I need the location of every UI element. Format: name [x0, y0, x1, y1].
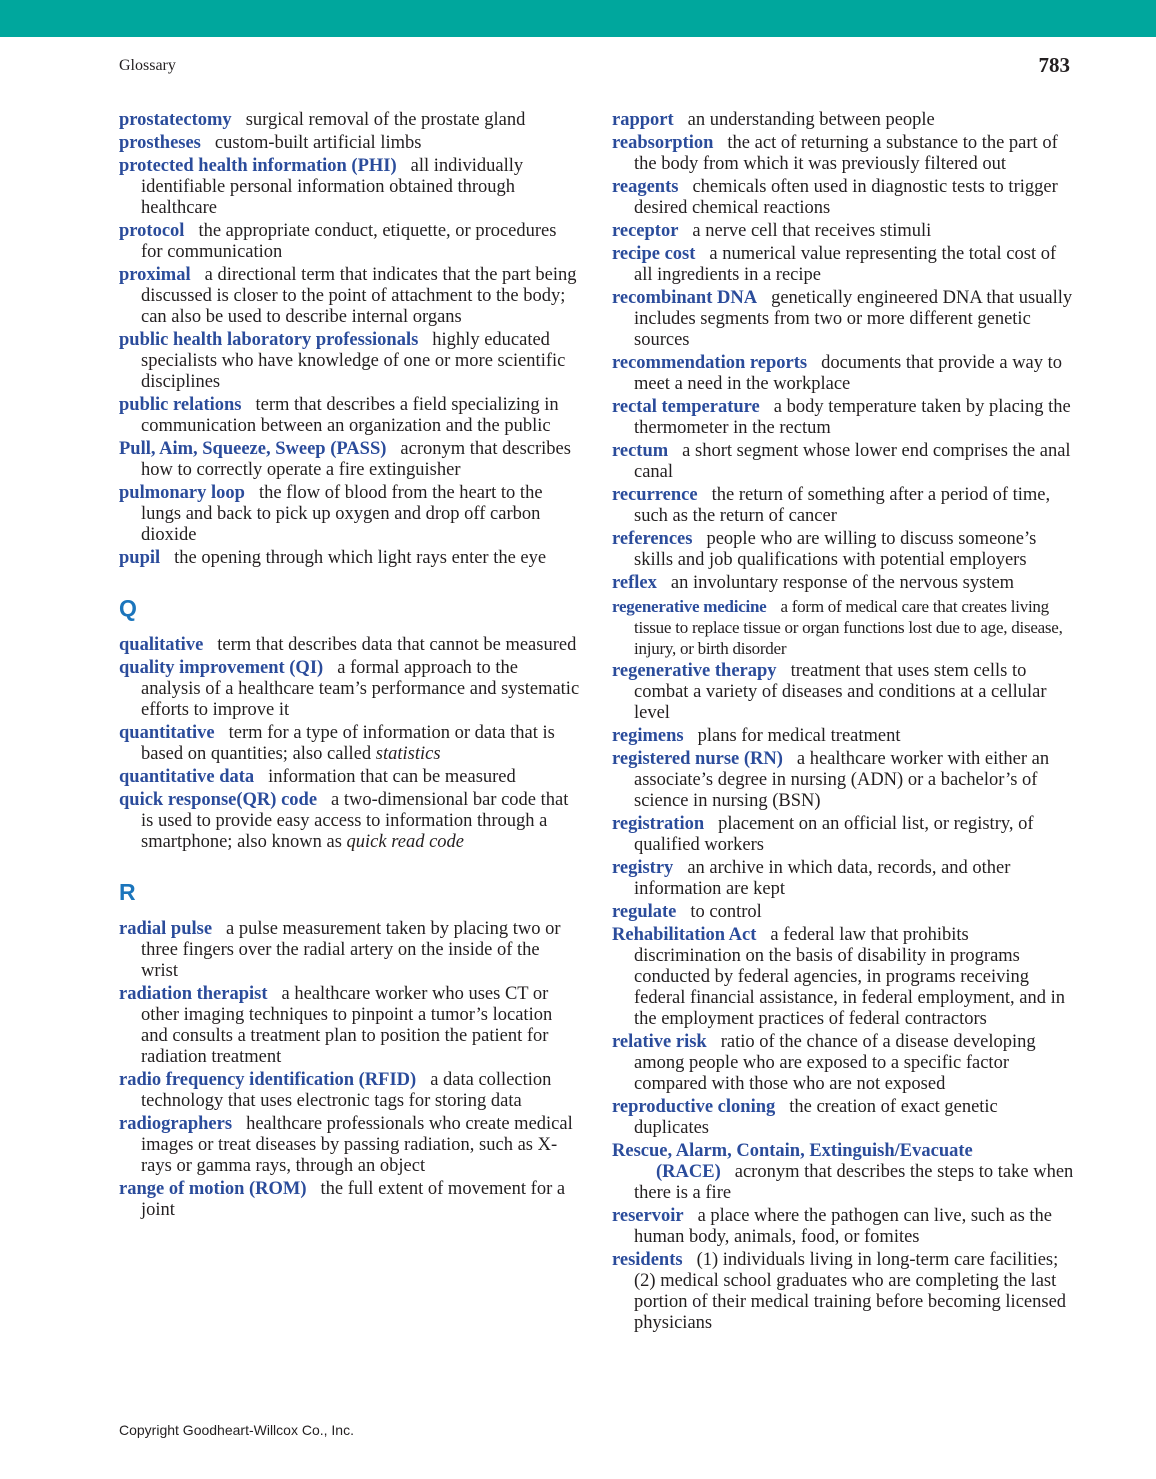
glossary-term: reagents — [612, 177, 679, 197]
glossary-term: radiation therapist — [119, 984, 268, 1004]
section-heading-q: Q — [119, 595, 137, 621]
glossary-entry — [612, 925, 1074, 1030]
glossary-definition: to control — [690, 902, 762, 922]
glossary-entry — [612, 133, 1074, 175]
glossary-term: reservoir — [612, 1206, 684, 1226]
glossary-entry — [119, 330, 581, 393]
glossary-term: registration — [612, 814, 705, 834]
glossary-definition: all individually identifiable personal information obtained through healthcare — [141, 156, 524, 218]
glossary-definition: an understanding between people — [687, 110, 935, 130]
glossary-entry — [119, 156, 581, 219]
glossary-definition: a formal approach to the analysis of a healthcare team’s performance and systematic efforts to improve it — [141, 658, 580, 720]
glossary-definition: the flow of blood from the heart to the lungs and back to pick up oxygen and drop off carbon dioxide — [141, 483, 543, 545]
glossary-entry — [119, 133, 581, 154]
glossary-term: residents — [612, 1250, 683, 1270]
glossary-definition: a numerical value representing the total cost of all ingredients in a recipe — [634, 244, 1057, 285]
glossary-term: rectum — [612, 441, 669, 461]
section-heading-r: R — [119, 879, 136, 905]
glossary-term: recipe cost — [612, 244, 696, 264]
glossary-term: prostatectomy — [119, 110, 232, 130]
glossary-definition: the appropriate conduct, etiquette, or procedures for communication — [141, 221, 557, 262]
glossary-term: regimens — [612, 726, 684, 746]
glossary-entry — [119, 439, 581, 481]
glossary-entry — [612, 573, 1074, 594]
glossary-term: rectal temperature — [612, 397, 760, 417]
glossary-entry — [119, 723, 581, 765]
glossary-definition: term that describes data that cannot be measured — [217, 635, 577, 655]
glossary-entry — [612, 221, 1074, 242]
glossary-entry — [119, 984, 581, 1068]
glossary-term: Rescue, Alarm, Contain, Extinguish/Evacuate — [612, 1141, 973, 1161]
glossary-term: public health laboratory professionals — [119, 330, 419, 350]
glossary-entry — [612, 1097, 1074, 1139]
glossary-definition: a short segment whose lower end comprises the anal canal — [634, 441, 1071, 482]
glossary-term: range of motion (ROM) — [119, 1179, 307, 1199]
glossary-definition: the opening through which light rays enter the eye — [174, 548, 547, 568]
glossary-term: recommendation reports — [612, 353, 808, 373]
glossary-definition: treatment that uses stem cells to combat a variety of diseases and conditions at a cellular level — [634, 661, 1047, 723]
glossary-definition: a data collection technology that uses electronic tags for storing data — [141, 1070, 552, 1111]
glossary-entry — [612, 110, 1074, 131]
glossary-term: reproductive cloning — [612, 1097, 776, 1117]
glossary-entry — [612, 1032, 1074, 1095]
glossary-definition: plans for medical treatment — [697, 726, 901, 746]
glossary-term: reabsorption — [612, 133, 714, 153]
glossary-definition: surgical removal of the prostate gland — [245, 110, 526, 130]
glossary-entry — [612, 749, 1074, 812]
glossary-entry — [612, 353, 1074, 395]
glossary-definition: chemicals often used in diagnostic tests to trigger desired chemical reactions — [634, 177, 1058, 218]
glossary-definition: the creation of exact genetic duplicates — [634, 1097, 998, 1138]
glossary-entry — [612, 288, 1074, 351]
glossary-term: regenerative medicine — [612, 597, 767, 616]
glossary-entry — [119, 790, 581, 853]
glossary-definition: ratio of the chance of a disease developing among people who are exposed to a specific factor compared with those who are not exposed — [634, 1032, 1036, 1094]
glossary-entry — [119, 1179, 581, 1221]
glossary-entry — [119, 919, 581, 982]
glossary-term: protocol — [119, 221, 185, 241]
glossary-term-continued: (RACE) — [656, 1162, 721, 1182]
glossary-entry — [119, 221, 581, 263]
glossary-entry — [612, 1250, 1074, 1334]
glossary-entry — [119, 265, 581, 328]
glossary-term: radial pulse — [119, 919, 213, 939]
copyright-footer: Copyright Goodheart-Willcox Co., Inc. — [119, 1422, 354, 1438]
glossary-entry — [119, 483, 581, 546]
glossary-definition: a federal law that prohibits discrimination on the basis of disability in programs conducted by federal agencies, in programs receiving federal financial assistance, in federal employment, and in the employment practices of federal contractors — [634, 925, 1065, 1029]
glossary-term: protected health information (PHI) — [119, 156, 397, 176]
glossary-term: registry — [612, 858, 674, 878]
glossary-term: quantitative data — [119, 767, 255, 787]
glossary-definition: highly educated specialists who have knowledge of one or more scientific disciplines — [141, 330, 566, 392]
glossary-entry — [612, 858, 1074, 900]
glossary-definition: term that describes a field specializing in communication between an organization and the public — [141, 395, 559, 436]
glossary-term: Pull, Aim, Squeeze, Sweep (PASS) — [119, 439, 387, 459]
glossary-definition: a pulse measurement taken by placing two or three fingers over the radial artery on the inside of the wrist — [141, 919, 561, 981]
glossary-entry — [612, 596, 1074, 659]
glossary-entry — [119, 658, 581, 721]
glossary-term: registered nurse (RN) — [612, 749, 783, 769]
glossary-entry — [119, 1070, 581, 1112]
glossary-definition: healthcare professionals who create medical images or treat diseases by passing radiation, such as X-rays or gamma rays, through an object — [141, 1114, 573, 1176]
page-number: 783 — [1038, 53, 1070, 77]
glossary-entry — [119, 767, 581, 788]
glossary-definition: an involuntary response of the nervous system — [670, 573, 1015, 593]
glossary-entry — [612, 441, 1074, 483]
glossary-term: reflex — [612, 573, 657, 593]
glossary-right-column — [612, 110, 1074, 1336]
glossary-definition: a directional term that indicates that the part being discussed is closer to the point of attachment to the body; can also be used to describe internal organs — [141, 265, 577, 327]
glossary-definition: a nerve cell that receives stimuli — [692, 221, 932, 241]
glossary-term: quality improvement (QI) — [119, 658, 324, 678]
glossary-entry — [612, 397, 1074, 439]
glossary-definition: people who are willing to discuss someone’s skills and job qualifications with potential employers — [634, 529, 1037, 570]
glossary-definition-italic: quick read code — [346, 832, 464, 852]
glossary-entry — [612, 661, 1074, 724]
glossary-entry — [119, 635, 581, 656]
glossary-entry — [119, 395, 581, 437]
glossary-definition: documents that provide a way to meet a need in the workplace — [634, 353, 1063, 394]
glossary-term: radio frequency identification (RFID) — [119, 1070, 417, 1090]
glossary-entry — [612, 902, 1074, 923]
glossary-definition: term for a type of information or data that is based on quantities; also called — [141, 723, 555, 764]
glossary-definition: a place where the pathogen can live, such as the human body, animals, food, or fomites — [634, 1206, 1052, 1247]
glossary-entry — [612, 529, 1074, 571]
glossary-definition: custom-built artificial limbs — [214, 133, 422, 153]
glossary-definition: placement on an official list, or registry, of qualified workers — [634, 814, 1034, 855]
glossary-term: proximal — [119, 265, 191, 285]
glossary-entry — [612, 1141, 1074, 1204]
glossary-term: quick response(QR) code — [119, 790, 318, 810]
glossary-term: pulmonary loop — [119, 483, 245, 503]
glossary-definition: a healthcare worker who uses CT or other imaging techniques to pinpoint a tumor’s location and consults a treatment plan to position the patient for radiation treatment — [141, 984, 553, 1067]
glossary-term: references — [612, 529, 693, 549]
glossary-entry — [119, 1114, 581, 1177]
glossary-definition: a healthcare worker with either an associate’s degree in nursing (ADN) or a bachelor’s of science in nursing (BSN) — [634, 749, 1050, 811]
glossary-entry — [612, 485, 1074, 527]
glossary-term: relative risk — [612, 1032, 707, 1052]
glossary-entry — [612, 814, 1074, 856]
glossary-entry — [119, 548, 581, 569]
glossary-definition: a body temperature taken by placing the thermometer in the rectum — [634, 397, 1071, 438]
glossary-definition: the act of returning a substance to the part of the body from which it was previously filtered out — [634, 133, 1058, 174]
glossary-definition: a form of medical care that creates living tissue to replace tissue or organ functions lost due to age, disease, injury, or birth disorder — [634, 597, 1063, 658]
glossary-entry — [612, 244, 1074, 286]
glossary-term: recurrence — [612, 485, 698, 505]
glossary-term: quantitative — [119, 723, 215, 743]
glossary-term: receptor — [612, 221, 679, 241]
glossary-term: prostheses — [119, 133, 201, 153]
glossary-term: regulate — [612, 902, 677, 922]
glossary-term: rapport — [612, 110, 674, 130]
glossary-definition: the full extent of movement for a joint — [141, 1179, 566, 1220]
glossary-term: Rehabilitation Act — [612, 925, 757, 945]
top-color-band — [0, 0, 1156, 37]
glossary-definition: acronym that describes how to correctly operate a fire extinguisher — [141, 439, 571, 480]
glossary-definition: (1) individuals living in long-term care facilities; (2) medical school graduates who are completing the last portion of their medical training before becoming licensed physicians — [634, 1250, 1067, 1333]
glossary-entry — [612, 1206, 1074, 1248]
glossary-definition: information that can be measured — [268, 767, 516, 787]
glossary-term: radiographers — [119, 1114, 233, 1134]
glossary-left-column — [119, 110, 581, 1223]
glossary-definition: an archive in which data, records, and other information are kept — [634, 858, 1011, 899]
glossary-term: qualitative — [119, 635, 204, 655]
glossary-definition: acronym that describes the steps to take when there is a fire — [634, 1162, 1074, 1203]
glossary-term: recombinant DNA — [612, 288, 758, 308]
glossary-entry — [119, 110, 581, 131]
running-head: Glossary — [119, 57, 176, 74]
glossary-term: pupil — [119, 548, 161, 568]
glossary-definition: genetically engineered DNA that usually includes segments from two or more different genetic sources — [634, 288, 1073, 350]
glossary-entry — [612, 177, 1074, 219]
glossary-definition: a two-dimensional bar code that is used to provide easy access to information through a smartphone; also known as — [141, 790, 569, 852]
glossary-term: regenerative therapy — [612, 661, 777, 681]
glossary-definition: the return of something after a period of time, such as the return of cancer — [634, 485, 1051, 526]
glossary-entry — [612, 726, 1074, 747]
glossary-term: public relations — [119, 395, 242, 415]
glossary-definition-italic: statistics — [375, 744, 441, 764]
